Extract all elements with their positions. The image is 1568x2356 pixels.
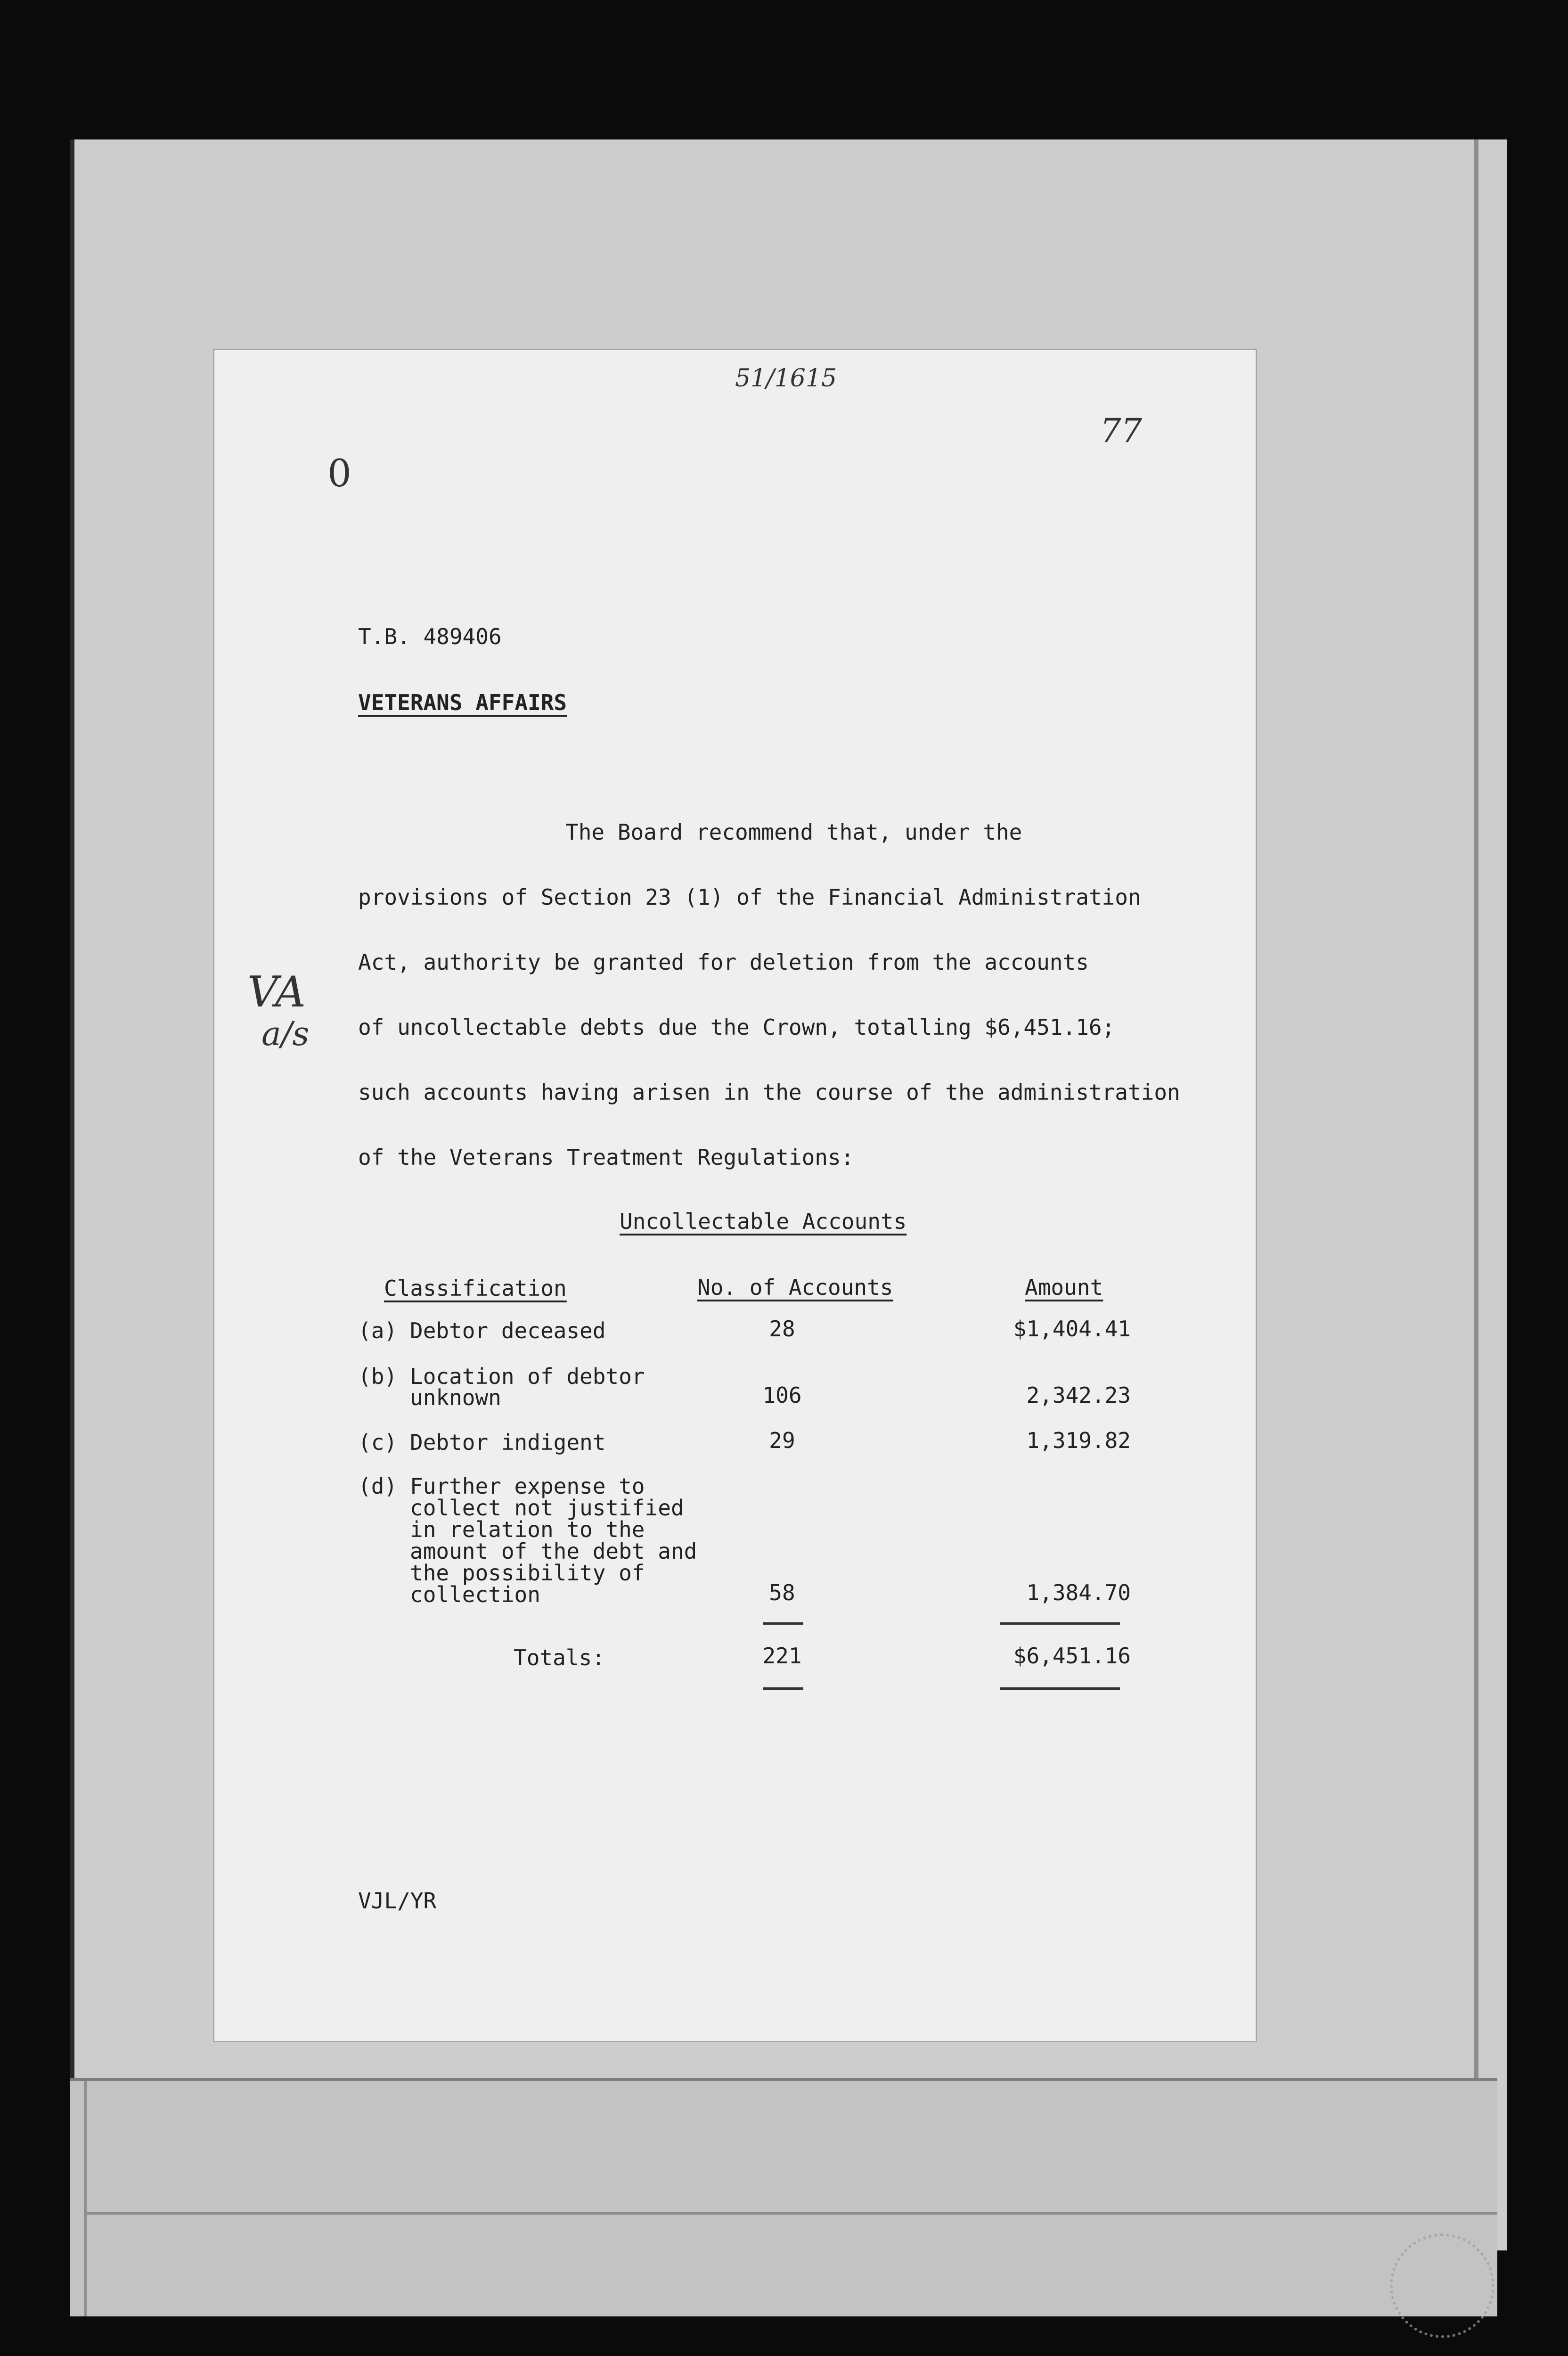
handwritten-file-ref: 51/1615 [735,364,837,393]
body-line-5: such accounts having arisen in the course of the administration [358,1080,1180,1105]
column-header-classification: Classification [384,1276,567,1301]
table-title: Uncollectable Accounts [620,1209,907,1234]
row-b-label: (b) [358,1364,398,1389]
margin-initials-top: VA [247,967,306,1017]
row-a-label: (a) [358,1318,398,1343]
count-sum-rule [763,1622,803,1625]
row-b-count: 106 [762,1383,802,1408]
tb-number: T.B. 489406 [358,624,502,649]
row-d-text-2: collect not justified [410,1495,684,1521]
row-d-text-4: amount of the debt and [410,1538,697,1564]
count-total-rule [763,1687,803,1690]
body-line-3: Act, authority be granted for deletion from the accounts [358,949,1089,975]
row-d-text-3: in relation to the [410,1517,645,1542]
typist-initials: VJL/YR [358,1888,437,1914]
row-a-amount: $1,404.41 [1013,1316,1131,1342]
row-c-amount: 1,319.82 [1026,1428,1131,1453]
column-header-amount: Amount [1025,1275,1103,1300]
totals-count: 221 [762,1643,802,1669]
row-d-text-1: Further expense to [410,1473,645,1499]
row-d-label: (d) [358,1473,398,1499]
memo-sheet [213,349,1257,2042]
row-a-count: 28 [769,1316,795,1342]
strip-seam [84,2212,1497,2215]
column-header-count: No. of Accounts [697,1275,893,1300]
row-a-text: Debtor deceased [410,1318,606,1343]
margin-initials-bottom: a/s [261,1014,310,1053]
row-d-amount: 1,384.70 [1026,1580,1131,1605]
board-edge [1474,139,1478,2250]
body-line-6: of the Veterans Treatment Regulations: [358,1145,854,1170]
handwritten-circle-mark: 0 [327,451,351,495]
lower-paper-strip [70,2078,1497,2316]
amount-total-rule [1000,1687,1120,1690]
row-d-text-6: collection [410,1582,540,1607]
handwritten-page-number: 77 [1100,411,1143,450]
strip-edge [84,2081,87,2316]
faded-seal-stamp [1390,2233,1494,2338]
row-c-count: 29 [769,1428,795,1453]
row-c-text: Debtor indigent [410,1430,606,1455]
row-b-amount: 2,342.23 [1026,1383,1131,1408]
body-line-4: of uncollectable debts due the Crown, totalling $6,451.16; [358,1014,1115,1040]
row-c-label: (c) [358,1430,398,1455]
department-heading: VETERANS AFFAIRS [358,690,567,715]
body-line-2: provisions of Section 23 (1) of the Financial Administration [358,884,1141,910]
body-line-1: The Board recommend that, under the [565,819,1022,845]
row-b-text-1: Location of debtor [410,1364,645,1389]
row-d-text-5: the possibility of [410,1560,645,1586]
totals-amount: $6,451.16 [1013,1643,1131,1669]
amount-sum-rule [1000,1622,1120,1625]
row-b-text-2: unknown [410,1385,501,1410]
totals-label: Totals: [514,1645,605,1670]
row-d-count: 58 [769,1580,795,1605]
